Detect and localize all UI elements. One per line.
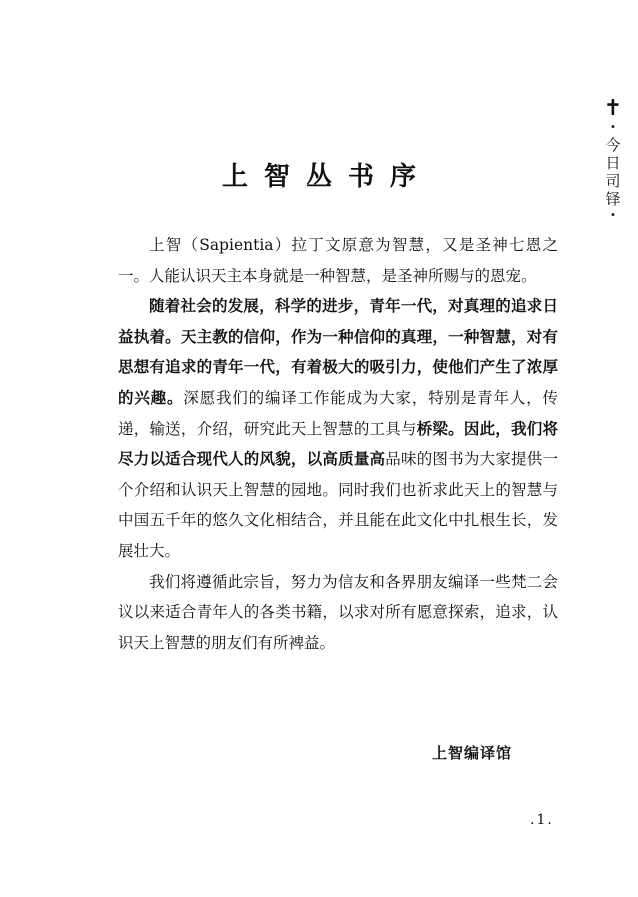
cross-icon: ✝	[603, 96, 623, 121]
paragraph-text: 上智（Sapientia）拉丁文原意为智慧，又是圣神七恩之一。人能认识天主本身就是一种智慧，是圣神所赐与的恩宠。	[118, 236, 558, 285]
paragraph-3	[118, 567, 558, 659]
paragraph-text: 深愿我们的编译工作能成为大家，特别是青年人，传递，输送，介绍，研究此天上智慧的工具与	[118, 388, 558, 438]
side-dot: •	[610, 122, 616, 133]
page-title: 上智丛书序	[221, 162, 432, 192]
paragraph-text-bold: 随着社会的发展，科学的进步，青年一代，对真理的追求日益执着。天主教的信仰，作为一种信仰的真理，一种智慧，对有思想有追求的青年一代，有着极大的吸引力，使他们产生了浓厚的兴趣。	[118, 296, 558, 407]
page-number: .1.	[530, 812, 554, 828]
paragraph-text-bold: 桥梁。因此，我们将尽力以适合现代人的风貌，以高质量高	[118, 418, 558, 469]
preface-body	[118, 230, 558, 658]
side-char: 铎	[605, 190, 621, 208]
side-char: 今	[605, 136, 621, 154]
signature: 上智编译馆	[432, 744, 513, 762]
paragraph-2	[118, 291, 558, 566]
paragraph-1	[118, 230, 558, 291]
paragraph-text: 品味的图书为大家提供一个介绍和认识天上智慧的园地。同时我们也祈求此天上的智慧与中国五千年的悠久文化相结合，并且能在此文化中扎根生长，发展壮大。	[118, 450, 558, 560]
side-dot: •	[610, 210, 616, 221]
side-char: 日	[605, 154, 621, 172]
paragraph-text: 我们将遵循此宗旨，努力为信友和各界朋友编译一些梵二会议以来适合青年人的各类书籍，以求对所有愿意探索，追求，认识天上智慧的朋友们有所裨益。	[118, 572, 558, 652]
side-char: 司	[605, 172, 621, 190]
